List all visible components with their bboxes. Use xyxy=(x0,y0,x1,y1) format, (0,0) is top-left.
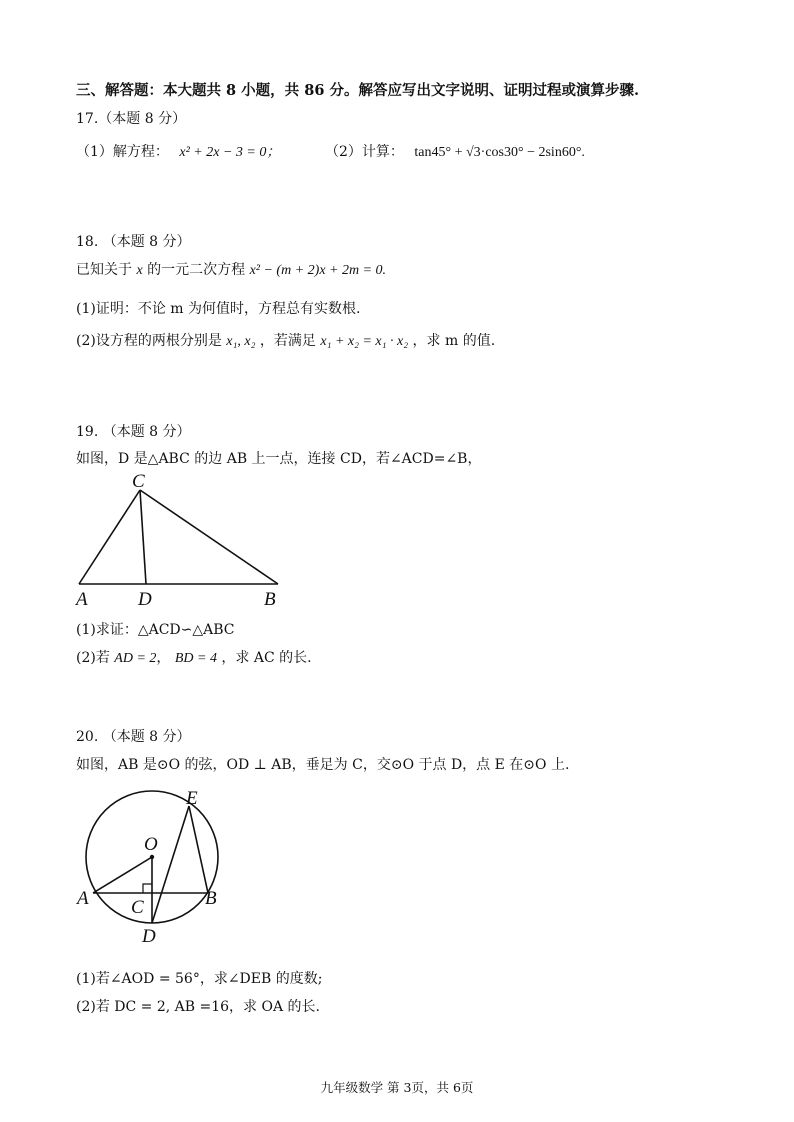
q17-header: 17.（本题 8 分） xyxy=(76,111,187,127)
q18-stem-mid: 的一元二次方程 xyxy=(147,262,246,278)
page-footer: 九年级数学 第 3页，共 6页 xyxy=(320,1080,474,1095)
q19-part2-prefix: (2)若 xyxy=(76,650,110,666)
q20-label-d: D xyxy=(142,926,156,947)
q19-part2-suffix: ，求 AC 的长. xyxy=(221,650,312,666)
q20-stem: 如图，AB 是⊙O 的弦，OD ⊥ AB，垂足为 C，交⊙O 于点 D，点 E 在⊙O 上. xyxy=(76,757,570,773)
q20-label-a: A xyxy=(77,888,89,909)
q19-stem: 如图，D 是△ABC 的边 AB 上一点，连接 CD，若∠ACD=∠B， xyxy=(76,451,482,467)
q17-part2-label: （2）计算： xyxy=(325,144,404,160)
q17-part1-label: （1）解方程： xyxy=(76,144,169,160)
q19-header: 19. （本题 8 分） xyxy=(76,424,191,440)
q19-part2-ad: AD = 2 xyxy=(114,651,157,666)
q20-center-dot xyxy=(150,855,154,859)
q19-label-c: C xyxy=(132,471,145,492)
q20-label-o: O xyxy=(144,834,158,855)
q19-part2-comma: ， xyxy=(156,650,171,666)
section-heading: 三、解答题：本大题共 8 小题，共 86 分。解答应写出文字说明、证明过程或演算步骤. xyxy=(76,82,640,99)
q18-part2-text: (2)设方程的两根分别是 xyxy=(76,333,222,349)
q18-part2-roots: x₁, x₂ xyxy=(226,334,256,349)
q18-stem-prefix: 已知关于 xyxy=(76,262,132,278)
q18-part2-cond-prefix: ，若满足 xyxy=(259,333,316,349)
q18-part2-suffix: ，求 m 的值. xyxy=(412,333,496,349)
q19-part1: (1)求证：△ACD∽△ABC xyxy=(76,622,235,638)
q20-label-b: B xyxy=(205,888,217,909)
q19-label-d: D xyxy=(138,589,152,610)
q20-label-c: C xyxy=(131,897,144,918)
q19-label-b: B xyxy=(264,589,276,610)
q19-label-a: A xyxy=(76,589,88,610)
q18-part1: (1)证明：不论 m 为何值时，方程总有实数根. xyxy=(76,301,361,317)
q20-header: 20. （本题 8 分） xyxy=(76,729,191,745)
q18-stem-var: x xyxy=(136,263,143,278)
q18-header: 18. （本题 8 分） xyxy=(76,234,191,250)
q20-right-angle-mark xyxy=(143,884,152,893)
q20-segment-de xyxy=(152,806,189,923)
q17-part2-expression: tan45° + √3·cos30° − 2sin60°. xyxy=(414,145,585,160)
q20-part2: (2)若 DC = 2, AB =16，求 OA 的长. xyxy=(76,999,320,1015)
q19-part2-bd: BD = 4 xyxy=(174,651,217,666)
q20-part1: (1)若∠AOD = 56°，求∠DEB 的度数; xyxy=(76,971,323,987)
q18-stem-equation: x² − (m + 2)x + 2m = 0. xyxy=(249,263,387,278)
q18-part2-condition: x₁ + x₂ = x₁ · x₂ xyxy=(320,334,409,349)
q17-part1-equation: x² + 2x − 3 = 0； xyxy=(179,145,281,160)
q20-label-e: E xyxy=(186,788,198,809)
